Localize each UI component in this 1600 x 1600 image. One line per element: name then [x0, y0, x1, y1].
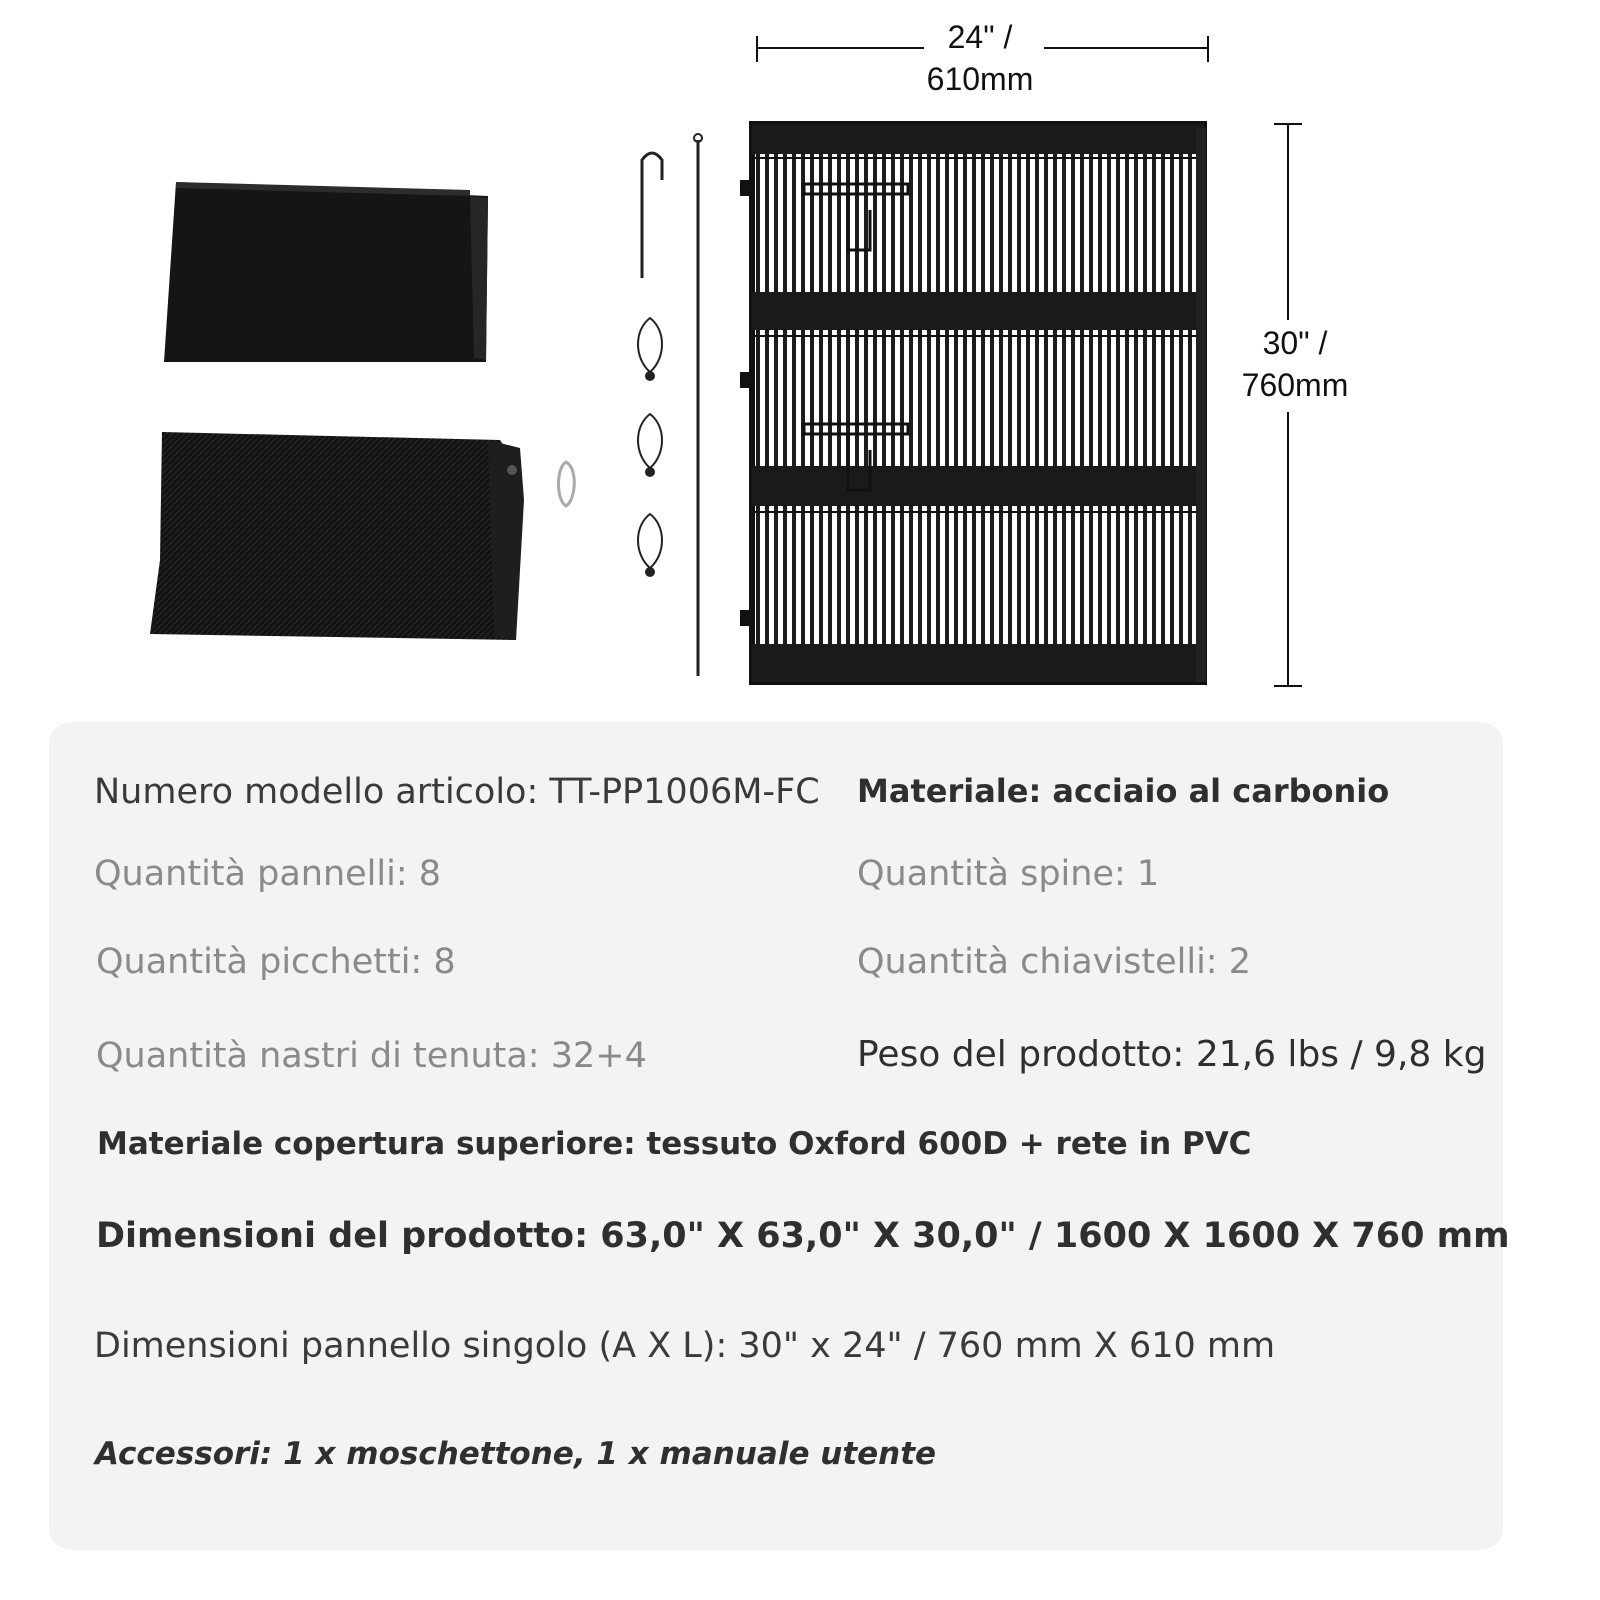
specifications-panel — [49, 722, 1510, 1550]
ground-stake — [642, 153, 662, 278]
height-dimension-label — [1220, 322, 1370, 406]
mesh-cover — [150, 432, 524, 640]
panel-dimensions: Dimensioni pannello singolo (A X L): 30" x 24" / 760 mm X 610 mm — [94, 1326, 1276, 1366]
cover-material: Materiale copertura superiore: tessuto Oxford 600D + rete in PVC — [97, 1126, 1252, 1162]
panels-quantity: Quantità pannelli: 8 — [94, 854, 442, 894]
product-illustration — [0, 0, 1600, 700]
fabric-cover — [164, 182, 488, 362]
width-dimension-label — [900, 16, 1060, 100]
material: Materiale: acciaio al carbonio — [857, 772, 1390, 810]
product-dimensions: Dimensioni del prodotto: 63,0" X 63,0" X 30,0" / 1600 X 1600 X 760 mm — [96, 1216, 1510, 1256]
width-label-line1: 24" / — [947, 19, 1013, 55]
straps-quantity: Quantità nastri di tenuta: 32+4 — [96, 1036, 647, 1076]
wire-panels — [740, 124, 1206, 682]
height-label-line2: 760mm — [1241, 367, 1349, 403]
pins-quantity: Quantità spine: 1 — [857, 854, 1160, 894]
product-weight: Peso del prodotto: 21,6 lbs / 9,8 kg — [857, 1034, 1487, 1075]
accessories: Accessori: 1 x moschettone, 1 x manuale utente — [95, 1436, 937, 1472]
carabiner — [559, 462, 575, 506]
elastic-straps — [638, 318, 662, 577]
latches-quantity: Quantità chiavistelli: 2 — [857, 942, 1251, 982]
height-label-line1: 30" / — [1262, 325, 1328, 361]
model-number: Numero modello articolo: TT-PP1006M-FC — [94, 772, 820, 812]
connecting-pin — [694, 134, 702, 676]
width-label-line2: 610mm — [926, 61, 1034, 97]
stakes-quantity: Quantità picchetti: 8 — [96, 942, 456, 982]
